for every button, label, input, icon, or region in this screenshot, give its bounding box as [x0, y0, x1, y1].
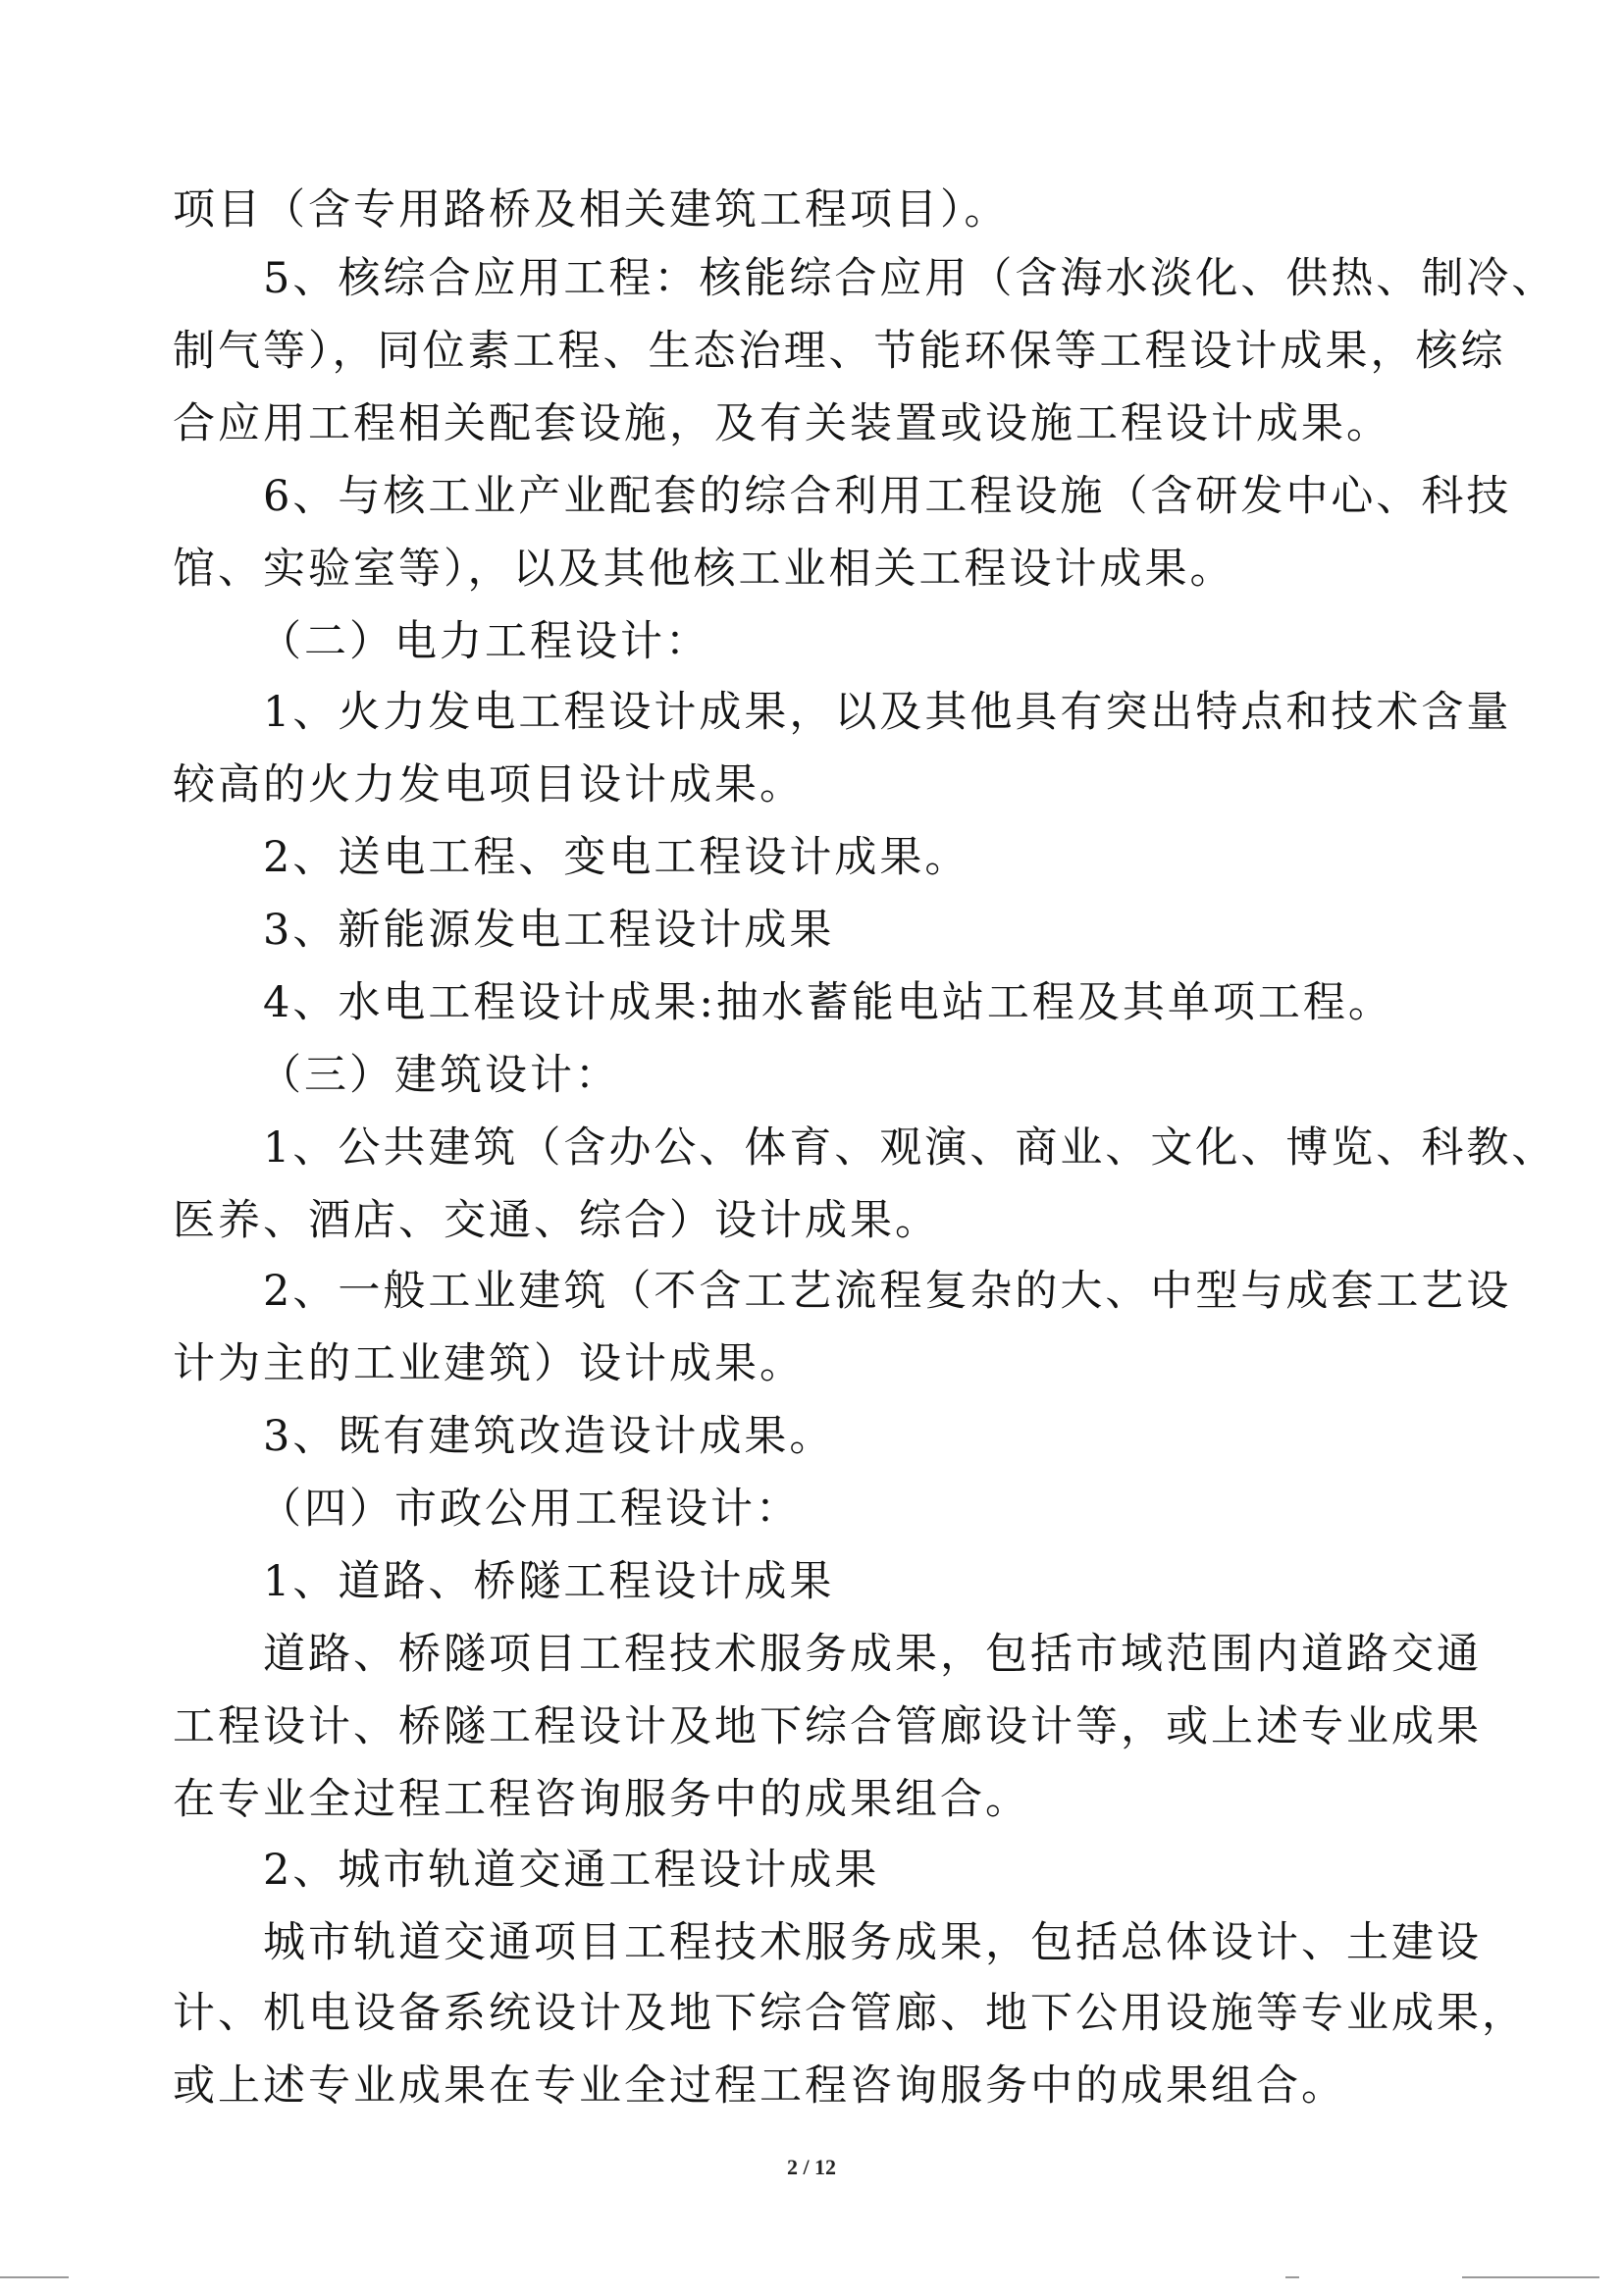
text-line: 制气等），同位素工程、生态治理、节能环保等工程设计成果，核综 — [173, 327, 1506, 376]
scan-artifact — [0, 2276, 69, 2278]
text-line: 道路、桥隧项目工程技术服务成果，包括市域范围内道路交通 — [263, 1630, 1482, 1679]
text-line: 计为主的工业建筑）设计成果。 — [173, 1339, 805, 1388]
page-number: 2 / 12 — [786, 2155, 837, 2179]
text-line: 在专业全过程工程咨询服务中的成果组合。 — [173, 1775, 1030, 1824]
text-line: 5、核综合应用工程：核能综合应用（含海水淡化、供热、制冷、 — [263, 254, 1557, 303]
text-line: 2、送电工程、变电工程设计成果。 — [263, 833, 970, 882]
text-line: 3、新能源发电工程设计成果 — [263, 906, 835, 955]
text-line: 计、机电设备系统设计及地下综合管廊、地下公用设施等专业成果， — [173, 1989, 1527, 2038]
text-line: 项目（含专用路桥及相关建筑工程项目）。 — [173, 185, 1010, 235]
text-line: 2、城市轨道交通工程设计成果 — [263, 1846, 880, 1895]
text-line: 6、与核工业产业配套的综合利用工程设施（含研发中心、科技 — [263, 472, 1512, 521]
text-line: 1、道路、桥隧工程设计成果 — [263, 1557, 835, 1606]
section-heading: （四）市政公用工程设计： — [259, 1485, 801, 1534]
text-line: 工程设计、桥隧工程设计及地下综合管廊设计等，或上述专业成果 — [173, 1702, 1482, 1751]
text-line: 3、既有建筑改造设计成果。 — [263, 1412, 835, 1461]
text-line: 1、火力发电工程设计成果，以及其他具有突出特点和技术含量 — [263, 688, 1512, 737]
text-line: 较高的火力发电项目设计成果。 — [173, 760, 805, 809]
section-heading: （二）电力工程设计： — [259, 617, 710, 666]
text-line: 1、公共建筑（含办公、体育、观演、商业、文化、博览、科教、 — [263, 1123, 1557, 1173]
text-line: 或上述专业成果在专业全过程工程咨询服务中的成果组合。 — [173, 2061, 1346, 2111]
scan-artifact — [1462, 2276, 1599, 2278]
text-line: 城市轨道交通项目工程技术服务成果，包括总体设计、土建设 — [263, 1918, 1482, 1967]
text-line: 4、水电工程设计成果:抽水蓄能电站工程及其单项工程。 — [263, 978, 1393, 1027]
text-line: 馆、实验室等），以及其他核工业相关工程设计成果。 — [173, 545, 1235, 594]
section-heading: （三）建筑设计： — [259, 1051, 620, 1100]
text-line: 合应用工程相关配套设施，及有关装置或设施工程设计成果。 — [173, 399, 1391, 448]
text-line: 医养、酒店、交通、综合）设计成果。 — [173, 1196, 940, 1245]
scan-artifact — [1285, 2276, 1299, 2278]
text-line: 2、一般工业建筑（不含工艺流程复杂的大、中型与成套工艺设 — [263, 1267, 1512, 1316]
